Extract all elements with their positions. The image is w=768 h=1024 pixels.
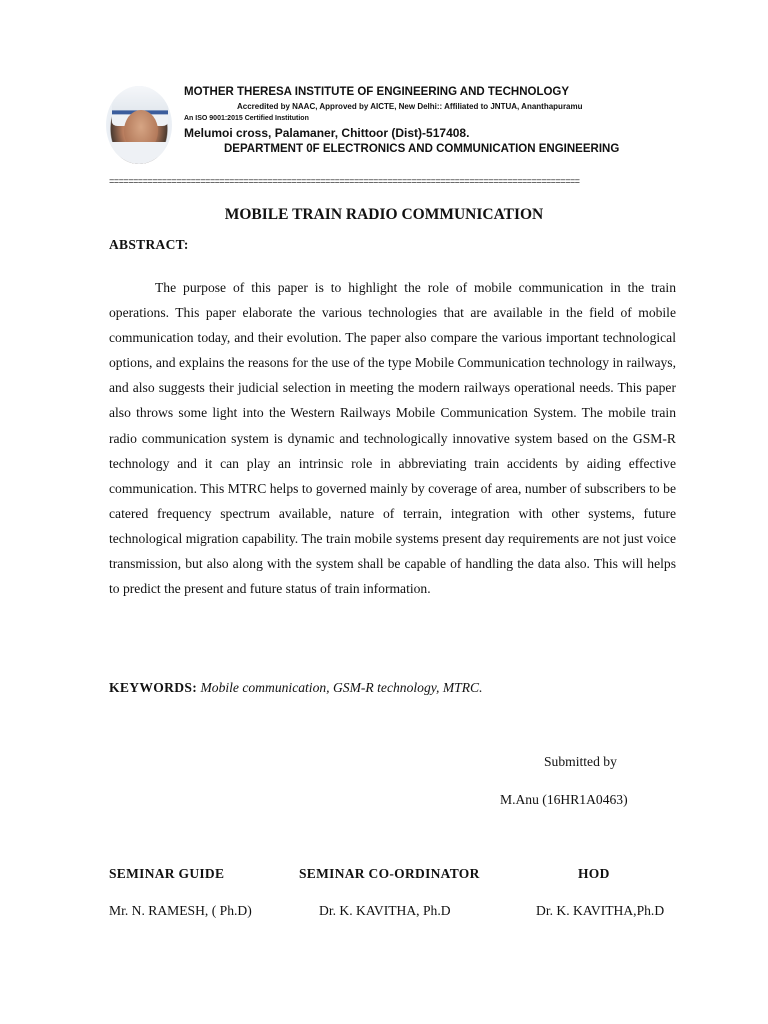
address-line: Melumoi cross, Palamaner, Chittoor (Dist)-517408.: [184, 126, 470, 140]
seminar-coordinator-role: SEMINAR CO-ORDINATOR: [299, 866, 480, 881]
department-line: DEPARTMENT 0F ELECTRONICS AND COMMUNICATION ENGINEERING: [224, 143, 620, 155]
student-name: M.Anu (16HR1A0463): [500, 792, 628, 807]
keywords-line: [109, 680, 482, 696]
hod-role: HOD: [578, 866, 610, 881]
portrait-robe: [106, 142, 172, 164]
hod-name: Dr. K. KAVITHA,Ph.D: [536, 903, 665, 918]
institute-logo-portrait: [106, 86, 172, 164]
keywords-label: KEYWORDS:: [109, 680, 198, 695]
header-divider: ==================================================================================================: [109, 177, 580, 187]
keywords-value: Mobile communication, GSM-R technology, MTRC.: [200, 680, 483, 695]
accreditation-line: Accredited by NAAC, Approved by AICTE, New Delhi:: Affiliated to JNTUA, Ananthapuramu: [237, 102, 583, 111]
paper-title: MOBILE TRAIN RADIO COMMUNICATION: [224, 206, 544, 223]
abstract-paragraph: The purpose of this paper is to highlight the role of mobile communication in the train operations. This paper elaborate the various technologies that are available in the field of mobile communication today, and their evolution. The paper also compare the various important technological options, and explains the reasons for the use of the type Mobile Communication technology in railways, and also suggests their judicial selection in meeting the modern railways operational needs. This paper also throws some light into the Western Railways Mobile Communication System. The mobile train radio communication system is dynamic and technologically innovative system based on the GSM-R technology and it can play an intrinsic role in abbreviating train accidents by aiding effective communication. This MTRC helps to governed mainly by coverage of area, number of subscribers to be catered frequency spectrum available, nature of terrain, integration with other systems, future technological migration capability. The train mobile systems present day requirements are not just voice transmission, but also along with the system shall be capable of handling the data also. This will helps to predict the present and future status of train information.: [109, 280, 676, 597]
seminar-guide-role: SEMINAR GUIDE: [109, 866, 225, 881]
abstract-body: [109, 275, 676, 601]
institute-name: MOTHER THERESA INSTITUTE OF ENGINEERING AND TECHNOLOGY: [184, 86, 570, 98]
submitted-by-label: Submitted by: [544, 754, 617, 769]
seminar-coordinator-name: Dr. K. KAVITHA, Ph.D: [319, 903, 451, 918]
seminar-guide-name: Mr. N. RAMESH, ( Ph.D): [109, 903, 252, 918]
abstract-heading: ABSTRACT:: [109, 237, 189, 252]
iso-line: An ISO 9001:2015 Certified Institution: [184, 115, 309, 122]
